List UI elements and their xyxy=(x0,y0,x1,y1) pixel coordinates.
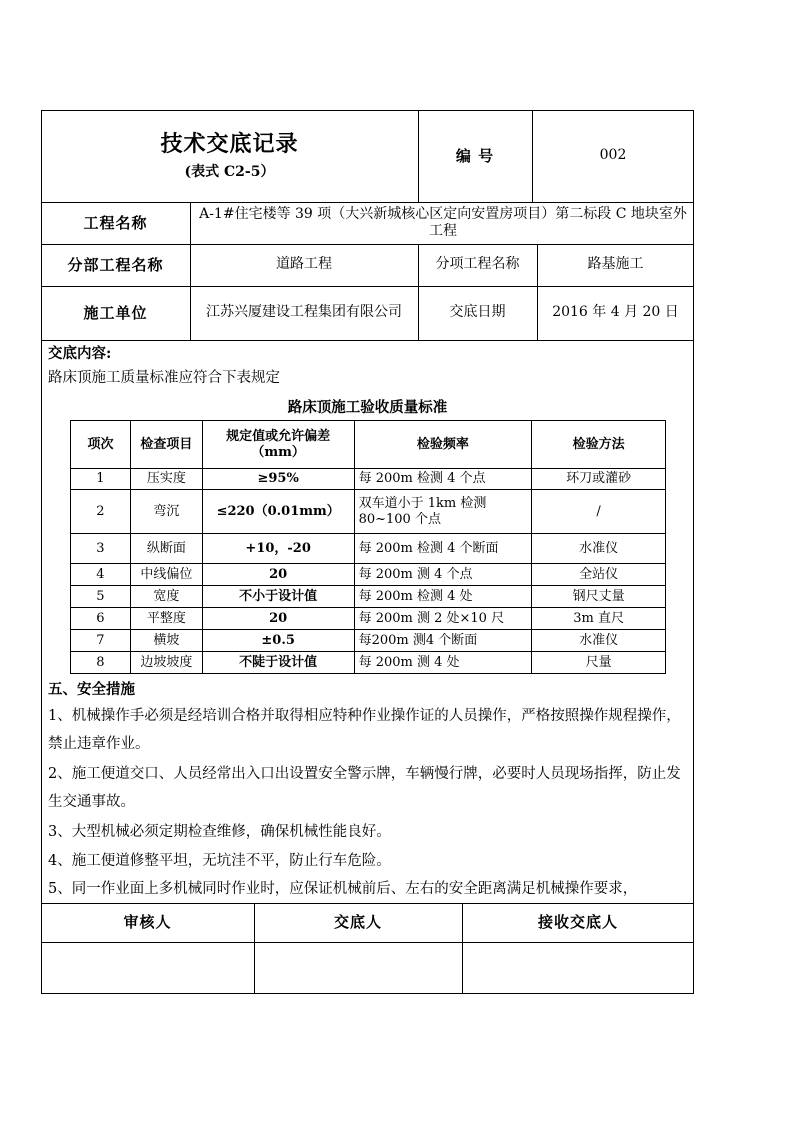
table-cell: 20 xyxy=(202,608,354,630)
table-cell: 8 xyxy=(71,652,131,674)
column-header: 规定值或允许偏差（mm） xyxy=(202,421,354,469)
table-cell: 水准仪 xyxy=(532,630,666,652)
number-label: 编 号 xyxy=(455,146,495,165)
table-row xyxy=(71,586,666,608)
item-project-label: 分项工程名称 xyxy=(435,256,520,273)
table-row xyxy=(71,608,666,630)
discloser-signature-field[interactable] xyxy=(254,942,462,994)
project-name-value: A-1#住宅楼等 39 项（大兴新城核心区定向安置房项目）第二标段 C 地块室外工程 xyxy=(199,205,687,239)
reviewer-signature-field[interactable] xyxy=(41,942,254,994)
page-title: 技术交底记录 xyxy=(160,130,299,157)
table-cell: 每 200m 检测 4 个点 xyxy=(354,469,532,490)
table-cell: 6 xyxy=(71,608,131,630)
reviewer-label: 审核人 xyxy=(123,913,172,932)
date-label: 交底日期 xyxy=(449,304,506,321)
table-cell: 每200m 测4 个断面 xyxy=(354,630,532,652)
table-cell: 5 xyxy=(71,586,131,608)
table-cell: 每 200m 检测 4 个断面 xyxy=(354,534,532,564)
table-cell: 压实度 xyxy=(130,469,202,490)
table-cell: 中线偏位 xyxy=(130,564,202,586)
table-cell: 水准仪 xyxy=(532,534,666,564)
form-code: (表式 C2-5） xyxy=(184,164,275,180)
table-cell: 钢尺丈量 xyxy=(532,586,666,608)
content-heading: 交底内容: xyxy=(48,345,112,362)
receiver-signature-field[interactable] xyxy=(462,942,694,994)
table-cell: 不陡于设计值 xyxy=(202,652,354,674)
table-row xyxy=(71,490,666,534)
table-cell: 横坡 xyxy=(130,630,202,652)
table-cell: 弯沉 xyxy=(130,490,202,534)
contractor-value: 江苏兴厦建设工程集团有限公司 xyxy=(206,304,402,321)
quality-standard-table xyxy=(70,420,666,674)
column-header: 检验频率 xyxy=(354,421,532,469)
table-cell: 宽度 xyxy=(130,586,202,608)
table-cell: 每 200m 测 2 处×10 尺 xyxy=(354,608,532,630)
table-row xyxy=(71,652,666,674)
item-project-value: 路基施工 xyxy=(587,256,644,273)
table-cell: 每 200m 测 4 处 xyxy=(354,652,532,674)
table-cell: 3 xyxy=(71,534,131,564)
table-cell: 边坡坡度 xyxy=(130,652,202,674)
table-row xyxy=(71,564,666,586)
table-cell: 纵断面 xyxy=(130,534,202,564)
safety-item: 4、施工便道修整平坦，无坑洼不平，防止行车危险。 xyxy=(48,853,391,869)
divider xyxy=(41,340,694,341)
number-value: 002 xyxy=(599,147,627,164)
table-header-row xyxy=(71,421,666,469)
table-cell: +10，-20 xyxy=(202,534,354,564)
column-header: 检查项目 xyxy=(130,421,202,469)
table-cell: ≥95% xyxy=(202,469,354,490)
receiver-label: 接收交底人 xyxy=(537,913,618,932)
table-cell: 双车道小于 1km 检测 80~100 个点 xyxy=(354,490,532,534)
table-cell: 7 xyxy=(71,630,131,652)
table-cell: 尺量 xyxy=(532,652,666,674)
date-value: 2016 年 4 月 20 日 xyxy=(552,304,679,321)
table-cell: 4 xyxy=(71,564,131,586)
contractor-label: 施工单位 xyxy=(83,303,148,322)
table-row xyxy=(71,630,666,652)
table-title: 路床顶施工验收质量标准 xyxy=(287,399,448,416)
table-cell: 全站仪 xyxy=(532,564,666,586)
table-cell: 每 200m 检测 4 处 xyxy=(354,586,532,608)
table-row xyxy=(71,534,666,564)
table-cell: 3m 直尺 xyxy=(532,608,666,630)
sub-project-label: 分部工程名称 xyxy=(67,255,164,274)
column-header: 项次 xyxy=(71,421,131,469)
sub-project-value: 道路工程 xyxy=(276,256,332,273)
safety-item: 2、施工便道交口、人员经常出入口出设置安全警示牌，车辆慢行牌，必要时人员现场指挥，防止发生交通事故。 xyxy=(48,766,681,810)
table-cell: / xyxy=(532,490,666,534)
content-intro: 路床顶施工质量标准应符合下表规定 xyxy=(48,370,280,386)
table-cell: 每 200m 测 4 个点 xyxy=(354,564,532,586)
safety-item: 3、大型机械必须定期检查维修，确保机械性能良好。 xyxy=(48,824,391,840)
table-cell: ±0.5 xyxy=(202,630,354,652)
table-cell: 1 xyxy=(71,469,131,490)
table-cell: 不小于设计值 xyxy=(202,586,354,608)
table-cell: ≤220（0.01mm） xyxy=(202,490,354,534)
table-cell: 2 xyxy=(71,490,131,534)
safety-item: 1、机械操作手必须是经培训合格并取得相应特种作业操作证的人员操作，严格按照操作规程操作，禁止违章作业。 xyxy=(48,708,681,752)
header-title-block xyxy=(41,110,418,202)
table-cell: 平整度 xyxy=(130,608,202,630)
column-header: 检验方法 xyxy=(532,421,666,469)
table-row xyxy=(71,469,666,490)
safety-item: 5、同一作业面上多机械同时作业时，应保证机械前后、左右的安全距离满足机械操作要求， xyxy=(48,881,638,897)
table-cell: 20 xyxy=(202,564,354,586)
table-cell: 环刀或灌砂 xyxy=(532,469,666,490)
project-name-label: 工程名称 xyxy=(83,213,148,232)
discloser-label: 交底人 xyxy=(333,913,382,932)
safety-heading: 五、安全措施 xyxy=(48,681,135,698)
